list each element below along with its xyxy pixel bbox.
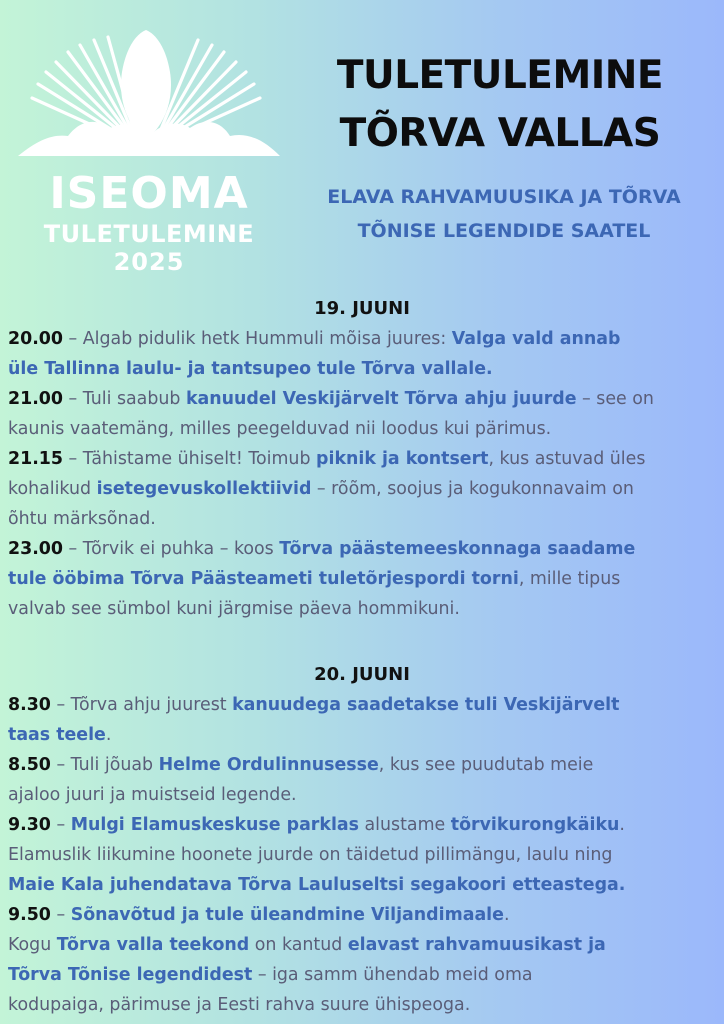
schedule-time: 9.50 [8,905,51,925]
body-text: valvab see sümbol kuni järgmise päeva hommikuni. [8,599,460,619]
body-text: – Tuli jõuab [50,755,159,775]
highlight-text: kanuudega saadetakse tuli Veskijärvelt [232,695,620,715]
body-text: õhtu märksõnad. [8,509,156,529]
body-text: – Algab pidulik hetk Hummuli mõisa juures: [63,329,452,349]
body-text: kodupaiga, pärimuse ja Eesti rahva suure ühispeoga. [8,995,471,1015]
body-text: – Tähistame ühiselt! Toimub [63,449,317,469]
schedule-line [8,414,718,444]
fan-tree-icon [18,28,280,168]
body-text: – see on [576,389,654,409]
schedule-day-19 [8,324,718,624]
schedule-time: 23.00 [8,539,64,559]
body-text: – iga samm ühendab meid oma [252,965,533,985]
page-title-line1: TULETULEMINE [336,53,664,98]
body-text: , kus astuvad üles [488,449,646,469]
body-text: , kus see puudutab meie [378,755,594,775]
body-text: – [50,815,71,835]
body-text: alustame [359,815,451,835]
schedule-line [8,870,718,900]
body-text: Kogu [8,935,57,955]
highlight-text: piknik ja kontsert [316,449,489,469]
schedule-line [8,990,718,1020]
highlight-text: Helme Ordulinnusesse [158,755,379,775]
day-heading-20: 20. JUUNI [314,664,410,685]
body-text: . [105,725,112,745]
schedule-time: 9.30 [8,815,51,835]
logo-subtitle: TULETULEMINE [43,220,255,248]
day-heading-19: 19. JUUNI [314,298,410,319]
schedule-line [8,354,718,384]
body-text: kohalikud [8,479,97,499]
schedule-line [8,474,718,504]
schedule-time: 21.00 [8,389,64,409]
schedule-line [8,780,718,810]
body-text: ajaloo juuri ja muistseid legende. [8,785,297,805]
body-text: on kantud [249,935,348,955]
schedule-line [8,900,718,930]
body-text: – rõõm, soojus ja kogukonnavaim on [311,479,634,499]
body-text: – [50,905,71,925]
schedule-line [8,840,718,870]
highlight-text: Tõrva valla teekond [56,935,250,955]
schedule-line [8,720,718,750]
highlight-text: tule ööbima Tõrva Päästeameti tuletõrjespordi torni [8,569,519,589]
schedule-line [8,444,718,474]
iseoma-logo [18,28,280,274]
schedule-time: 21.15 [8,449,64,469]
body-text: Elamuslik liikumine hoonete juurde on täidetud pillimängu, laulu ning [8,845,613,865]
schedule-day-20 [8,690,718,1020]
page-title-line2: TÕRVA VALLAS [339,111,661,156]
highlight-text: Maie Kala juhendatava Tõrva Lauluseltsi segakoori etteastega. [8,875,626,895]
body-text: – Tuli saabub [63,389,186,409]
highlight-text: elavast rahvamuusikast ja [347,935,606,955]
subtitle-line1: ELAVA RAHVAMUUSIKA JA TÕRVA [327,186,681,208]
highlight-text: Tõrva Tõnise legendidest [8,965,253,985]
schedule-line [8,534,718,564]
schedule-line [8,930,718,960]
highlight-text: kanuudel Veskijärvelt Tõrva ahju juurde [185,389,577,409]
logo-year: 2025 [113,248,185,276]
schedule-line [8,750,718,780]
body-text: . [619,815,625,835]
body-text: . [503,905,510,925]
body-text: – Tõrva ahju juurest [50,695,233,715]
body-text: – Tõrvik ei puhka – koos [63,539,280,559]
schedule-line [8,504,718,534]
schedule-line [8,564,718,594]
schedule-time: 8.50 [8,755,51,775]
highlight-text: Valga vald annab [451,329,621,349]
highlight-text: taas teele [8,725,106,745]
schedule-time: 8.30 [8,695,51,715]
schedule-line [8,810,718,840]
body-text: , mille tipus [518,569,621,589]
body-text: kaunis vaatemäng, milles peegelduvad nii loodus kui pärimus. [8,419,552,439]
highlight-text: üle Tallinna laulu- ja tantsupeo tule Tõrva vallale. [8,359,493,379]
subtitle-line2: TÕNISE LEGENDIDE SAATEL [357,220,651,242]
schedule-line [8,384,718,414]
logo-name: ISEOMA [49,168,249,219]
highlight-text: tõrvikurongkäiku [450,815,620,835]
schedule-line [8,324,718,354]
schedule-line [8,690,718,720]
highlight-text: isetegevuskollektiivid [96,479,312,499]
highlight-text: Tõrva päästemeeskonnaga saadame [279,539,636,559]
schedule-line [8,594,718,624]
highlight-text: Sõnavõtud ja tule üleandmine Viljandimaale [70,905,504,925]
schedule-time: 20.00 [8,329,64,349]
highlight-text: Mulgi Elamuskeskuse parklas [70,815,359,835]
schedule-line [8,960,718,990]
